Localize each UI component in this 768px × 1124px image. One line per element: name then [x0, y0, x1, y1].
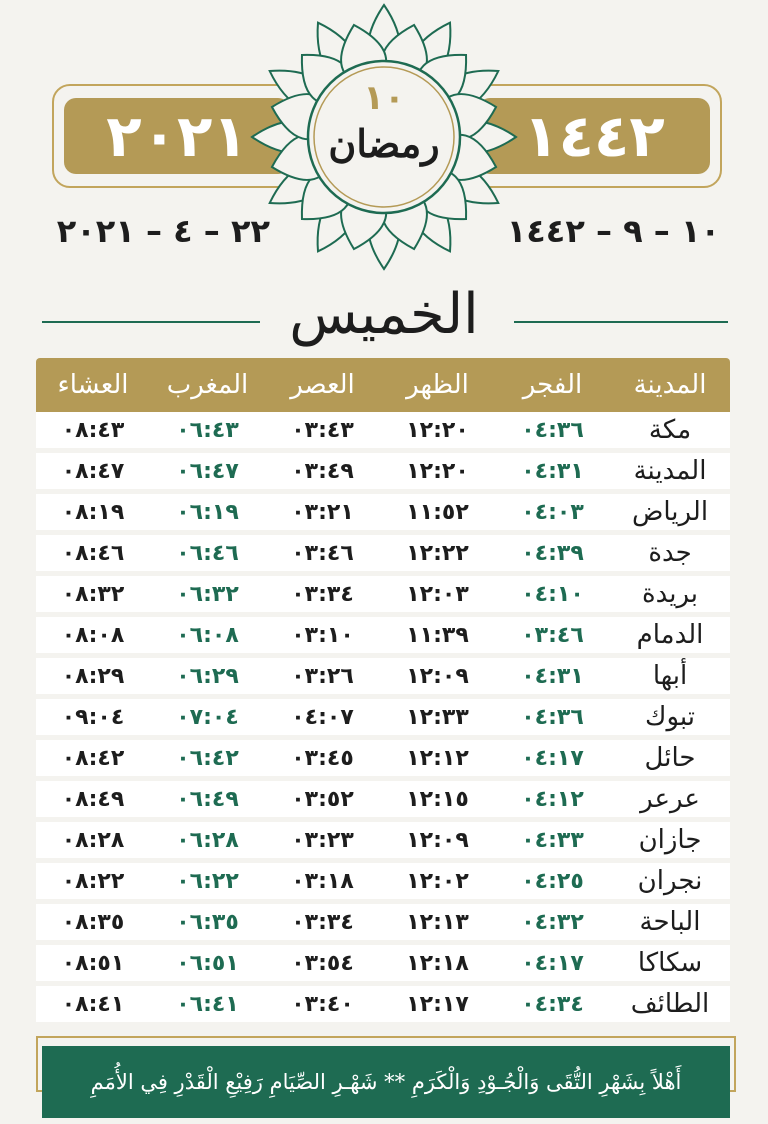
isha-cell: ٠٨:٤١	[61, 991, 125, 1017]
table-row	[36, 740, 730, 776]
isha-cell: ٠٨:٢٨	[61, 827, 125, 853]
isha-cell: ٠٨:٤٧	[61, 458, 125, 484]
city-cell: الطائف	[630, 989, 710, 1019]
table-row	[36, 904, 730, 940]
maghrib-cell: ٠٦:٥١	[176, 950, 239, 976]
table-body	[36, 412, 730, 1022]
table-row	[36, 822, 730, 858]
maghrib-cell: ٠٦:٢٨	[176, 827, 239, 853]
table-row	[36, 535, 730, 571]
fajr-cell: ٠٤:١٠	[521, 581, 584, 607]
maghrib-cell: ٠٦:٤٢	[176, 745, 239, 771]
fajr-cell: ٠٤:٣٢	[521, 909, 584, 935]
header-maghrib: المغرب	[166, 370, 249, 400]
table-row	[36, 781, 730, 817]
dhuhr-cell: ١٢:١٨	[406, 950, 469, 976]
table-row	[36, 617, 730, 653]
dhuhr-cell: ١٢:٢٠	[406, 417, 469, 443]
asr-cell: ٠٣:٢٦	[291, 663, 354, 689]
asr-cell: ٠٣:٤٦	[291, 540, 354, 566]
asr-cell: ٠٣:٤٥	[291, 745, 354, 771]
maghrib-cell: ٠٦:٢٩	[176, 663, 239, 689]
dhuhr-cell: ١٢:٠٣	[406, 581, 469, 607]
asr-cell: ٠٣:٢٣	[291, 827, 354, 853]
header-isha: العشاء	[57, 370, 129, 400]
maghrib-cell: ٠٦:٤٩	[176, 786, 239, 812]
table-row	[36, 986, 730, 1022]
asr-cell: ٠٣:٢١	[291, 499, 354, 525]
isha-cell: ٠٨:٤٩	[61, 786, 125, 812]
isha-cell: ٠٨:٥١	[61, 950, 125, 976]
isha-cell: ٠٨:٤٦	[61, 540, 125, 566]
ramadan-day-number: ١٠	[363, 78, 405, 118]
weekday-title: الخميس	[289, 282, 479, 347]
city-cell: سكاكا	[637, 948, 703, 978]
dhuhr-cell: ١٢:٣٣	[406, 704, 469, 730]
dhuhr-cell: ١٢:١٧	[406, 991, 469, 1017]
city-cell: الباحة	[639, 907, 701, 937]
dhuhr-cell: ١٢:٠٩	[406, 663, 469, 689]
dhuhr-cell: ١٢:٢٢	[406, 540, 469, 566]
dhuhr-cell: ١٢:٠٩	[406, 827, 469, 853]
asr-cell: ٠٣:٤٩	[291, 458, 354, 484]
hijri-date: ١٠ – ٩ – ١٤٤٢	[506, 212, 720, 250]
city-cell: الدمام	[636, 620, 704, 650]
table-row	[36, 863, 730, 899]
fajr-cell: ٠٤:١٧	[521, 745, 584, 771]
prayer-times-table	[36, 358, 730, 1022]
fajr-cell: ٠٤:٣٦	[521, 704, 584, 730]
city-cell: أبها	[652, 661, 688, 691]
fajr-cell: ٠٤:٣٦	[521, 417, 584, 443]
gregorian-date: ٢٢ – ٤ – ٢٠٢١	[56, 212, 270, 250]
asr-cell: ٠٣:١٠	[291, 622, 354, 648]
maghrib-cell: ٠٧:٠٤	[176, 704, 239, 730]
dhuhr-cell: ١٢:١٢	[406, 745, 469, 771]
isha-cell: ٠٨:٢٢	[61, 868, 125, 894]
city-cell: بريدة	[641, 579, 699, 609]
header-asr: العصر	[290, 370, 355, 400]
isha-cell: ٠٩:٠٤	[61, 704, 125, 730]
table-row	[36, 699, 730, 735]
header-dhuhr: الظهر	[406, 370, 469, 400]
maghrib-cell: ٠٦:٤١	[176, 991, 239, 1017]
fajr-cell: ٠٤:٣٩	[521, 540, 584, 566]
city-cell: تبوك	[645, 702, 695, 732]
maghrib-cell: ٠٦:٤٣	[176, 417, 239, 443]
isha-cell: ٠٨:٣٢	[61, 581, 125, 607]
fajr-cell: ٠٤:٣٣	[521, 827, 584, 853]
fajr-cell: ٠٤:٣١	[521, 458, 584, 484]
maghrib-cell: ٠٦:٤٧	[176, 458, 239, 484]
gregorian-year: ٢٠٢١	[64, 98, 290, 174]
city-cell: حائل	[644, 743, 696, 773]
header-city: المدينة	[633, 370, 707, 400]
isha-cell: ٠٨:١٩	[61, 499, 125, 525]
city-cell: جازان	[638, 825, 702, 855]
city-cell: جدة	[648, 538, 692, 568]
table-row	[36, 945, 730, 981]
table-row	[36, 576, 730, 612]
fajr-cell: ٠٤:٠٣	[521, 499, 584, 525]
isha-cell: ٠٨:٠٨	[61, 622, 125, 648]
table-row	[36, 412, 730, 448]
asr-cell: ٠٣:٥٢	[291, 786, 354, 812]
maghrib-cell: ٠٦:٢٢	[176, 868, 239, 894]
maghrib-cell: ٠٦:٤٦	[176, 540, 239, 566]
asr-cell: ٠٣:١٨	[291, 868, 354, 894]
fajr-cell: ٠٤:١٧	[521, 950, 584, 976]
isha-cell: ٠٨:٤٢	[61, 745, 125, 771]
city-cell: مكة	[648, 415, 692, 445]
city-cell: عرعر	[640, 784, 700, 814]
fajr-cell: ٠٤:٢٥	[521, 868, 584, 894]
fajr-cell: ٠٤:٣١	[521, 663, 584, 689]
table-row	[36, 494, 730, 530]
city-cell: نجران	[637, 866, 703, 896]
footer-verse: أَهْلاً بِشَهْرِ التُّقَى وَالْجُـوْدِ وَالْكَرَمِ ** شَهْـرِ الصِّيَامِ رَفِيْعِ الْقَدْرِ فِي الأُمَمِ	[42, 1046, 730, 1118]
asr-cell: ٠٣:٤٣	[291, 417, 354, 443]
dhuhr-cell: ١١:٥٢	[406, 499, 469, 525]
maghrib-cell: ٠٦:١٩	[176, 499, 239, 525]
header-fajr: الفجر	[522, 370, 583, 400]
maghrib-cell: ٠٦:٣٥	[176, 909, 239, 935]
asr-cell: ٠٣:٣٤	[291, 581, 354, 607]
maghrib-cell: ٠٦:٣٢	[176, 581, 239, 607]
asr-cell: ٠٣:٥٤	[291, 950, 354, 976]
maghrib-cell: ٠٦:٠٨	[176, 622, 239, 648]
asr-cell: ٠٣:٤٠	[291, 991, 354, 1017]
city-cell: الرياض	[631, 497, 709, 527]
isha-cell: ٠٨:٣٥	[61, 909, 125, 935]
asr-cell: ٠٤:٠٧	[291, 704, 354, 730]
dhuhr-cell: ١١:٣٩	[406, 622, 469, 648]
fajr-cell: ٠٣:٤٦	[521, 622, 584, 648]
month-name: رمضان	[328, 121, 440, 166]
fajr-cell: ٠٤:١٢	[521, 786, 584, 812]
ramadan-day-emblem	[304, 78, 464, 188]
asr-cell: ٠٣:٣٤	[291, 909, 354, 935]
isha-cell: ٠٨:٢٩	[61, 663, 125, 689]
dhuhr-cell: ١٢:١٣	[406, 909, 469, 935]
fajr-cell: ٠٤:٣٤	[521, 991, 584, 1017]
table-row	[36, 453, 730, 489]
dhuhr-cell: ١٢:١٥	[406, 786, 469, 812]
table-header	[36, 358, 730, 412]
table-row	[36, 658, 730, 694]
dhuhr-cell: ١٢:٠٢	[406, 868, 469, 894]
isha-cell: ٠٨:٤٣	[61, 417, 125, 443]
dhuhr-cell: ١٢:٢٠	[406, 458, 469, 484]
city-cell: المدينة	[633, 456, 707, 486]
hijri-year: ١٤٤٢	[478, 98, 710, 174]
